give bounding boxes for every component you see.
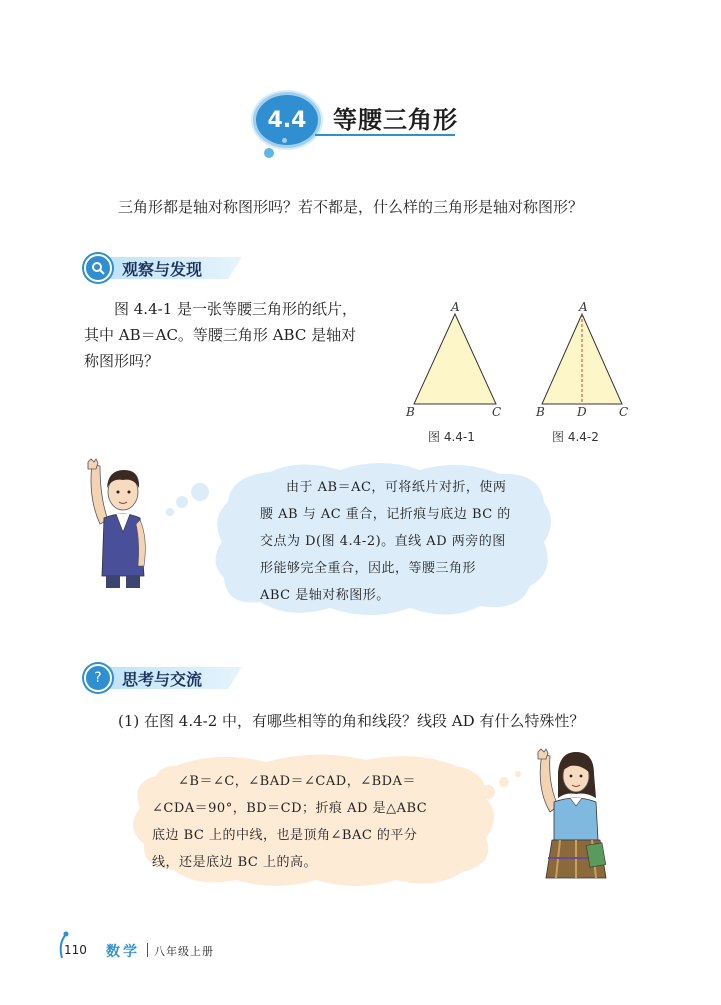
decorative-dot [264, 148, 274, 158]
vertex-label-b: B [406, 405, 415, 419]
cloud-line: ∠CDA＝90°，BD＝CD；折痕 AD 是△ABC [152, 801, 428, 816]
cloud-line: 由于 AB＝AC，可将纸片对折，使两 [286, 480, 507, 495]
cloud-line: ABC 是轴对称图形。 [260, 588, 390, 603]
vertex-label-d: D [577, 405, 587, 419]
vertex-label-a: A [451, 300, 460, 314]
decorative-dot [282, 138, 287, 143]
figure-caption-1: 图 4.4-1 [428, 430, 475, 444]
think-section-header [84, 664, 244, 692]
paragraph-line: 图 4.4-1 是一张等腰三角形的纸片， [114, 300, 358, 318]
cloud-line: 交点为 D(图 4.4-2)。直线 AD 两旁的图 [260, 534, 506, 549]
figure-caption-2: 图 4.4-2 [552, 430, 599, 444]
page-number: 110 [64, 943, 87, 957]
observe-section-header [84, 254, 244, 282]
girl-cloud-text [152, 768, 442, 876]
figure-4-4-2-triangle [530, 300, 640, 420]
girl-illustration [530, 748, 620, 888]
footer-subject: 数学 [106, 944, 140, 960]
figure-4-4-1-triangle [400, 300, 510, 420]
footer-grade: 八年级上册 [154, 945, 214, 958]
paragraph-line: 称图形吗？ [84, 352, 160, 370]
boy-illustration [78, 458, 168, 588]
think-header-label: 思考与交流 [122, 669, 203, 689]
vertex-label-a: A [579, 300, 588, 314]
section-number: 4.4 [267, 107, 307, 133]
cloud-line: ∠B＝∠C，∠BAD＝∠CAD，∠BDA＝ [178, 774, 416, 789]
lead-question: 三角形都是轴对称图形吗？若不都是，什么样的三角形是轴对称图形？ [118, 198, 584, 216]
title-underline [315, 134, 455, 136]
boy-cloud-text [260, 474, 530, 609]
think-question: (1) 在图 4.4-2 中，有哪些相等的角和线段？线段 AD 有什么特殊性？ [118, 712, 585, 730]
vertex-label-c: C [619, 405, 629, 419]
section-title: 等腰三角形 [333, 105, 458, 134]
magnifier-icon [84, 254, 112, 282]
cloud-line: 形能够完全重合，因此，等腰三角形 [260, 561, 477, 576]
cloud-line: 腰 AB 与 AC 重合，记折痕与底边 BC 的 [260, 507, 511, 522]
vertex-label-c: C [492, 405, 502, 419]
vertex-label-b: B [536, 405, 545, 419]
observe-header-label: 观察与发现 [122, 259, 203, 279]
question-bubble-icon: ? [84, 664, 112, 692]
cloud-line: 线，还是底边 BC 上的高。 [152, 855, 318, 870]
section-number-badge [253, 92, 321, 148]
cloud-line: 底边 BC 上的中线，也是顶角∠BAC 的平分 [152, 828, 418, 843]
footer-separator [147, 943, 148, 957]
observe-paragraph [84, 296, 384, 374]
paragraph-line: 其中 AB＝AC。等腰三角形 ABC 是轴对 [84, 326, 357, 344]
